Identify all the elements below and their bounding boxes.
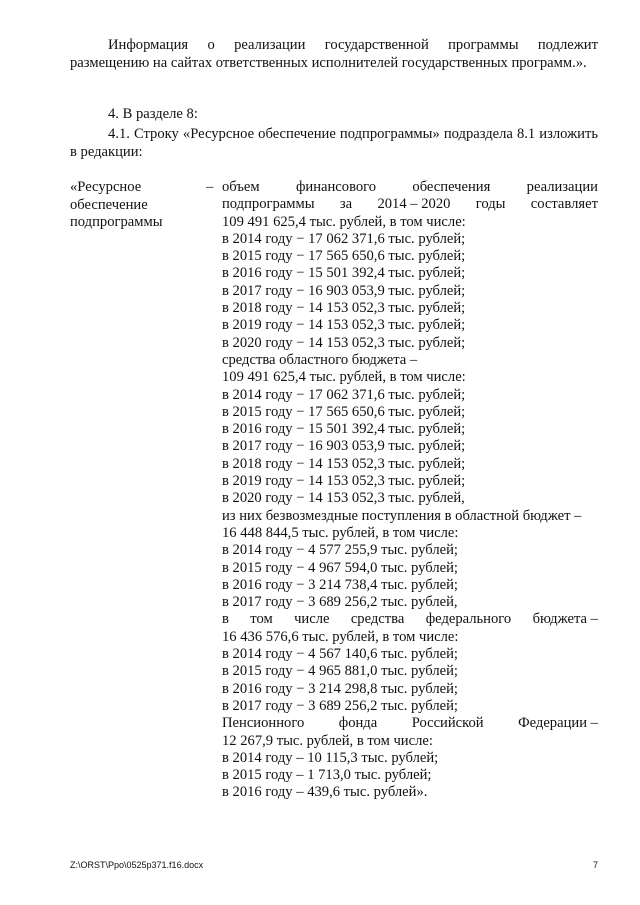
intro-paragraph: Информация о реализации государственной программы подлежит размещению на сайтах ответственных исполнителей государственных программ.». [70, 37, 598, 71]
word: Пенсионного [222, 715, 305, 732]
content-line: в 2016 году – 439,6 тыс. рублей». [222, 784, 428, 801]
content-line: в 2017 году − 3 689 256,2 тыс. рублей; [222, 697, 458, 714]
word: объем [222, 179, 260, 195]
content-line: в 2014 году − 4 577 255,9 тыс. рублей; [222, 542, 458, 559]
file-path: Z:\ORST\Ppo\0525p371.f16.docx [70, 860, 204, 870]
content-line: в 2015 году − 4 967 594,0 тыс. рублей; [222, 559, 458, 576]
content-line: средства областного бюджета – [222, 351, 418, 368]
word: годы [475, 196, 506, 213]
word: за [339, 196, 353, 213]
label-line: подпрограммы [70, 214, 163, 230]
label-line: обеспечение [70, 196, 148, 213]
table-row-label [70, 179, 210, 232]
justified-line [222, 611, 598, 628]
word: составляет [530, 196, 598, 213]
word: Федерации – [518, 715, 598, 732]
word: бюджета – [532, 611, 598, 628]
section-heading: 4. В разделе 8: [108, 106, 198, 122]
content-line: в 2014 году – 10 115,3 тыс. рублей; [222, 749, 439, 766]
content-line: из них безвозмездные поступления в областной бюджет – [222, 507, 582, 524]
word: федерального [425, 611, 512, 628]
content-line: в 2018 году − 14 153 052,3 тыс. рублей; [222, 455, 466, 472]
word: 2014 – 2020 [377, 196, 451, 213]
content-line: в 2016 году − 15 501 392,4 тыс. рублей; [222, 265, 466, 282]
content-line: в 2014 году − 4 567 140,6 тыс. рублей; [222, 646, 458, 663]
content-line: в 2019 году − 14 153 052,3 тыс. рублей; [222, 473, 466, 490]
word: финансового [295, 179, 377, 195]
content-line: в 2015 году − 17 565 650,6 тыс. рублей; [222, 248, 466, 265]
content-line: в 2019 году − 14 153 052,3 тыс. рублей; [222, 317, 466, 334]
word: обеспечения [412, 179, 491, 195]
table-row-content [222, 179, 598, 802]
content-line: в 2015 году − 17 565 650,6 тыс. рублей; [222, 403, 466, 420]
content-line: в 2020 году − 14 153 052,3 тыс. рублей, [222, 490, 465, 507]
page-footer [70, 860, 598, 870]
word: средства [350, 611, 405, 628]
item-paragraph: 4.1. Строку «Ресурсное обеспечение подпрограммы» подраздела 8.1 изложить в редакции: [70, 126, 598, 160]
content-line: 109 491 625,4 тыс. рублей, в том числе: [222, 213, 466, 230]
content-line: 16 436 576,6 тыс. рублей, в том числе: [222, 628, 459, 645]
content-line: в 2014 году − 17 062 371,6 тыс. рублей; [222, 230, 466, 247]
word: Российской [411, 715, 484, 732]
word: фонда [338, 715, 378, 732]
word: подпрограммы [222, 196, 315, 213]
content-line: в 2017 году − 3 689 256,2 тыс. рублей, [222, 594, 458, 611]
label-dash: – [206, 179, 214, 195]
word: реализации [526, 179, 598, 195]
content-line: в 2015 году − 4 965 881,0 тыс. рублей; [222, 663, 458, 680]
justified-line [222, 196, 598, 213]
content-line: в 2016 году − 3 214 738,4 тыс. рублей; [222, 576, 458, 593]
justified-line [222, 715, 598, 732]
justified-line [222, 179, 598, 196]
content-line: 16 448 844,5 тыс. рублей, в том числе: [222, 524, 459, 541]
word: числе [294, 611, 330, 628]
content-line: в 2017 году − 16 903 053,9 тыс. рублей; [222, 282, 466, 299]
label-line: «Ресурсное [70, 179, 142, 195]
page-number: 7 [592, 860, 598, 870]
content-line: в 2018 году − 14 153 052,3 тыс. рублей; [222, 300, 466, 317]
content-line: в 2015 году – 1 713,0 тыс. рублей; [222, 767, 432, 784]
content-line: в 2016 году − 3 214 298,8 тыс. рублей; [222, 680, 458, 697]
content-line: в 2020 году − 14 153 052,3 тыс. рублей; [222, 334, 466, 351]
word: в [222, 611, 229, 628]
content-line: в 2014 году − 17 062 371,6 тыс. рублей; [222, 386, 466, 403]
content-line: в 2016 году − 15 501 392,4 тыс. рублей; [222, 421, 466, 438]
content-line: 109 491 625,4 тыс. рублей, в том числе: [222, 369, 466, 386]
content-line: 12 267,9 тыс. рублей, в том числе: [222, 732, 433, 749]
content-line: в 2017 году − 16 903 053,9 тыс. рублей; [222, 438, 466, 455]
word: том [250, 611, 273, 628]
